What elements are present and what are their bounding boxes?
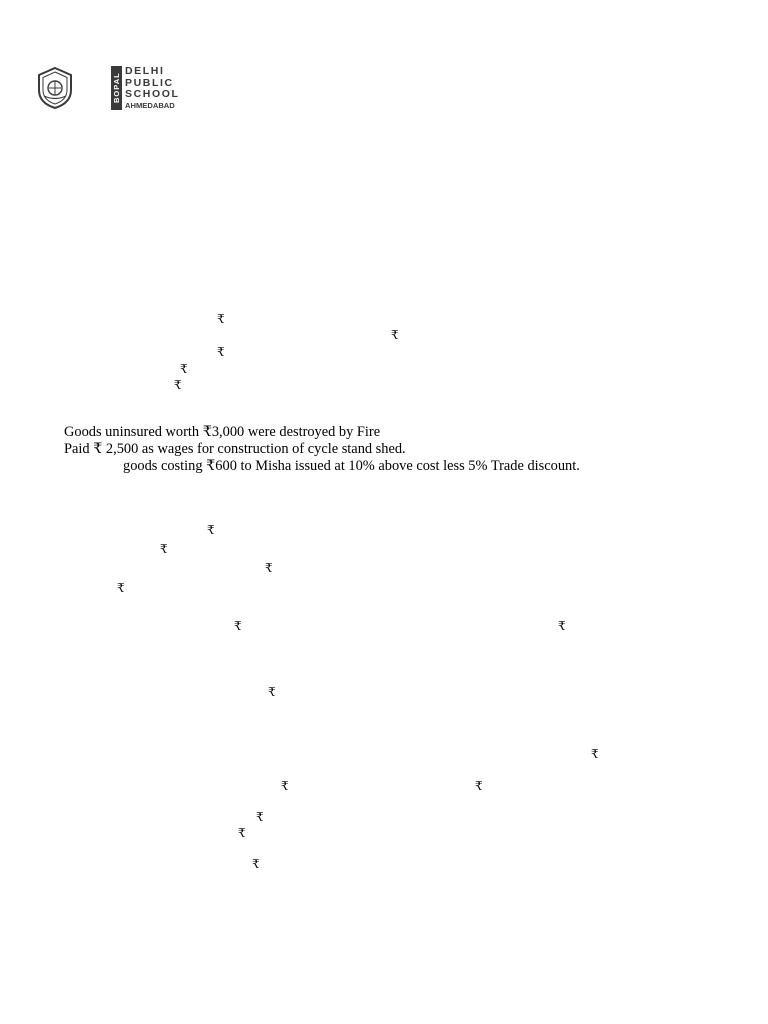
rupee-symbol: ₹ xyxy=(591,747,599,761)
rupee-symbol: ₹ xyxy=(234,619,242,633)
logo-name-line-3: SCHOOL xyxy=(125,88,180,100)
rupee-symbol: ₹ xyxy=(558,619,566,633)
text-line-fire-loss: Goods uninsured worth ₹3,000 were destroyed by Fire xyxy=(64,424,381,440)
rupee-symbol: ₹ xyxy=(160,542,168,556)
rupee-symbol: ₹ xyxy=(281,779,289,793)
rupee-symbol: ₹ xyxy=(268,685,276,699)
logo-school-name xyxy=(125,66,180,110)
rupee-symbol: ₹ xyxy=(238,826,246,840)
rupee-symbol: ₹ xyxy=(117,581,125,595)
rupee-symbol: ₹ xyxy=(180,362,188,376)
rupee-symbol: ₹ xyxy=(256,810,264,824)
rupee-symbol: ₹ xyxy=(207,523,215,537)
logo-name-line-2: PUBLIC xyxy=(125,76,174,89)
rupee-symbol: ₹ xyxy=(475,779,483,793)
rupee-symbol: ₹ xyxy=(217,345,225,359)
rupee-symbol: ₹ xyxy=(174,378,182,392)
school-crest-icon xyxy=(36,66,74,110)
text-line-wages-paid: Paid ₹ 2,500 as wages for construction of cycle stand shed. xyxy=(64,441,406,457)
school-logo xyxy=(36,64,180,112)
rupee-symbol: ₹ xyxy=(217,312,225,326)
logo-name-line-1: DELHI xyxy=(125,65,165,77)
logo-branch-text: BOPAL xyxy=(112,72,121,104)
rupee-symbol: ₹ xyxy=(265,561,273,575)
text-line-goods-issued: goods costing ₹600 to Misha issued at 10% above cost less 5% Trade discount. xyxy=(123,458,580,474)
rupee-symbol: ₹ xyxy=(391,328,399,342)
logo-city: AHMEDABAD xyxy=(125,100,175,110)
rupee-symbol: ₹ xyxy=(252,857,260,871)
